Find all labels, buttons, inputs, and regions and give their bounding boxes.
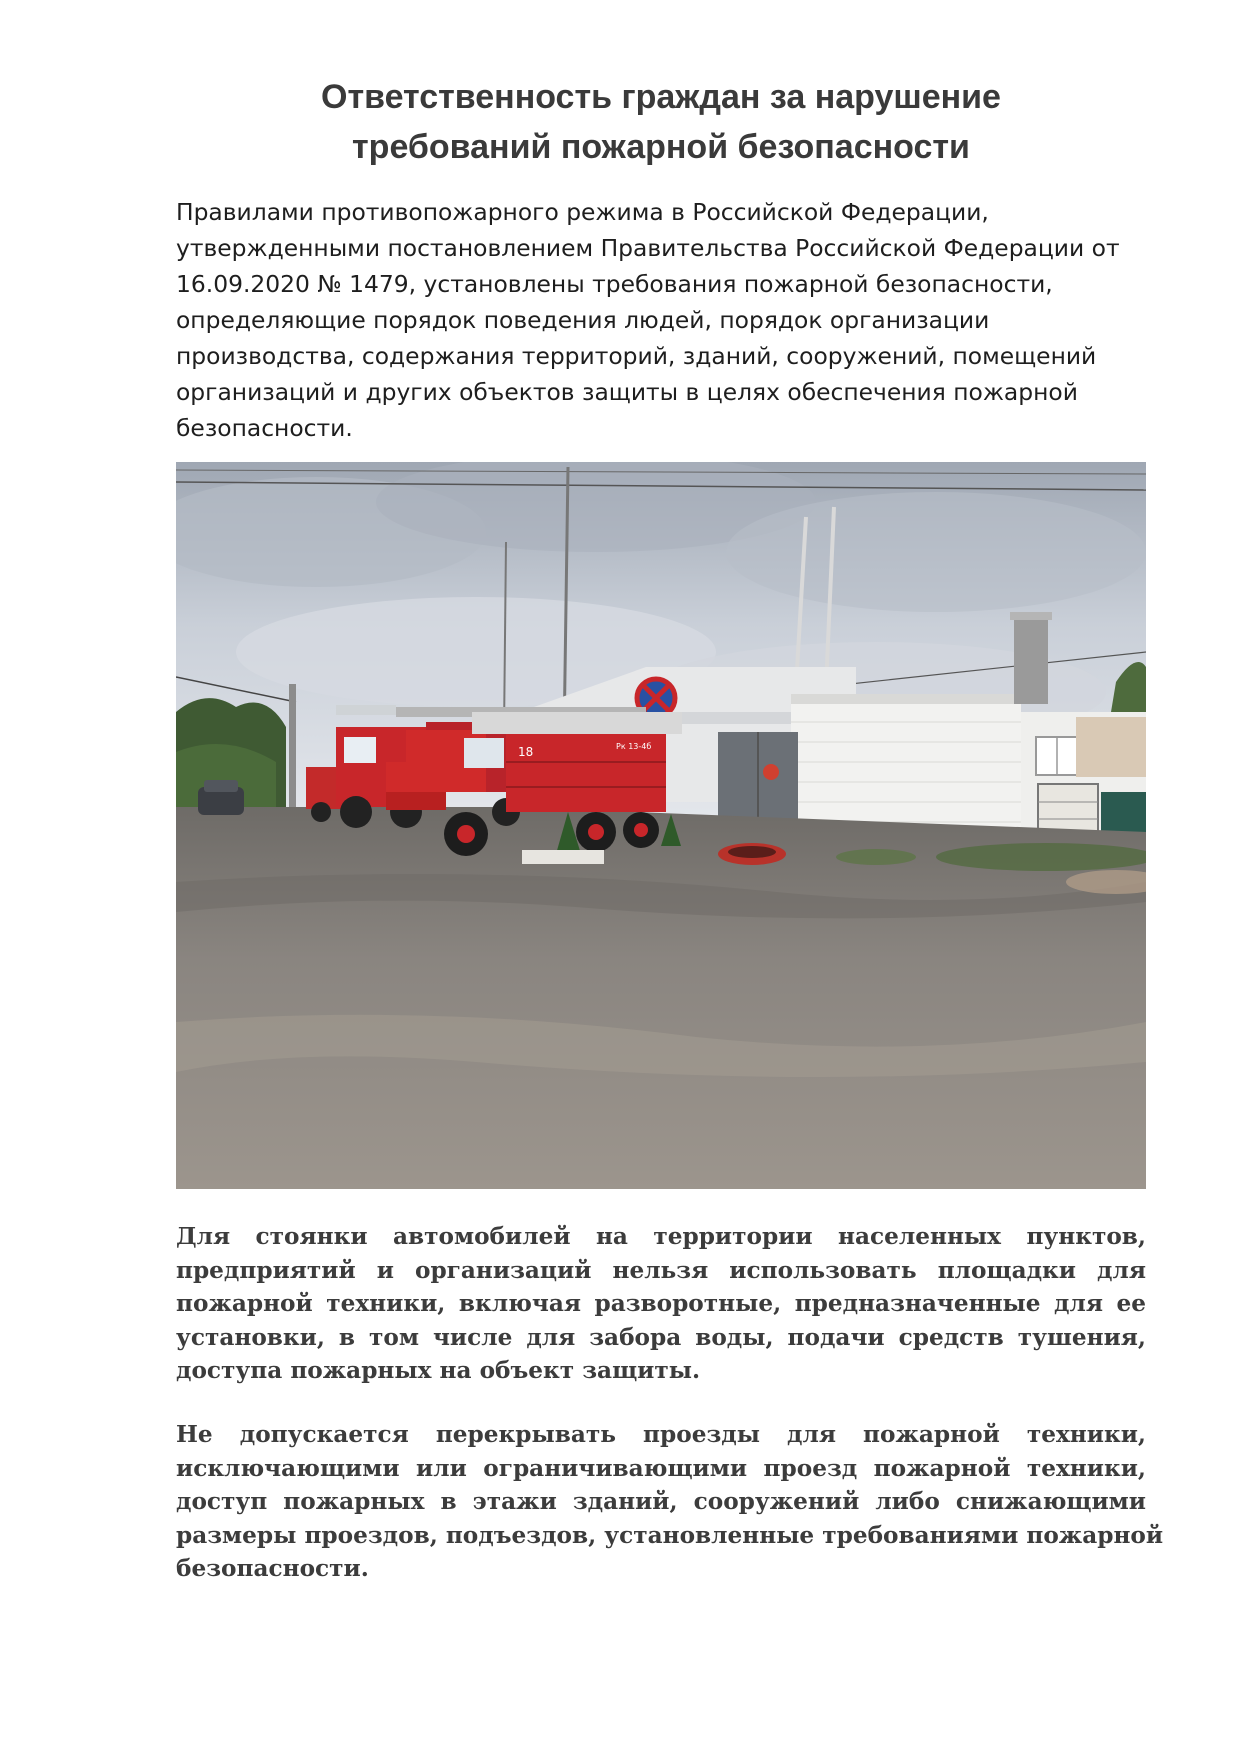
page-title-line: Ответственность граждан за нарушение <box>321 78 1001 116</box>
rule-line: доступ пожарных в этажи зданий, сооружений либо снижающими <box>176 1488 1146 1515</box>
rule-paragraph-passages <box>176 1418 1164 1586</box>
page-title-line: требований пожарной безопасности <box>352 128 970 166</box>
rule-line: установки, в том числе для забора воды, подачи средств тушения, <box>176 1323 1146 1351</box>
intro-line: Правилами противопожарного режима в Российской Федерации, <box>176 198 989 226</box>
intro-line: утвержденными постановлением Правительства Российской Федерации от <box>176 234 1120 262</box>
intro-line: 16.09.2020 № 1479, установлены требования пожарной безопасности, <box>176 270 1053 298</box>
rule-line: исключающими или ограничивающими проезд пожарной техники, <box>176 1454 1146 1482</box>
station-building <box>791 700 1021 840</box>
fire-station-photo <box>176 462 1146 1189</box>
intro-line: определяющие порядок поведения людей, порядок организации <box>176 306 990 334</box>
intro-line: производства, содержания территорий, зданий, сооружений, помещений <box>176 342 1097 370</box>
rule-line: безопасности. <box>176 1555 369 1582</box>
intro-paragraph <box>176 194 1146 446</box>
rule-line: предприятий и организаций нельзя использовать площадки для <box>176 1256 1146 1284</box>
rule-line: размеры проездов, подъездов, установленные требованиями пожарной <box>176 1521 1164 1549</box>
rule-line: доступа пожарных на объект защиты. <box>176 1357 701 1384</box>
rule-line: Для стоянки автомобилей на территории населенных пунктов, <box>176 1223 1146 1250</box>
page-title <box>176 72 1146 172</box>
intro-line: организаций и других объектов защиты в целях обеспечения пожарной <box>176 378 1078 406</box>
intro-line: безопасности. <box>176 414 353 442</box>
rule-line: Не допускается перекрывать проезды для пожарной техники, <box>176 1421 1146 1448</box>
rule-line: пожарной техники, включая разворотные, предназначенные для ее <box>176 1290 1146 1317</box>
truck-plate: Рк 13-4б <box>616 742 652 751</box>
truck-number: 18 <box>518 745 534 759</box>
rule-paragraph-parking <box>176 1220 1146 1388</box>
